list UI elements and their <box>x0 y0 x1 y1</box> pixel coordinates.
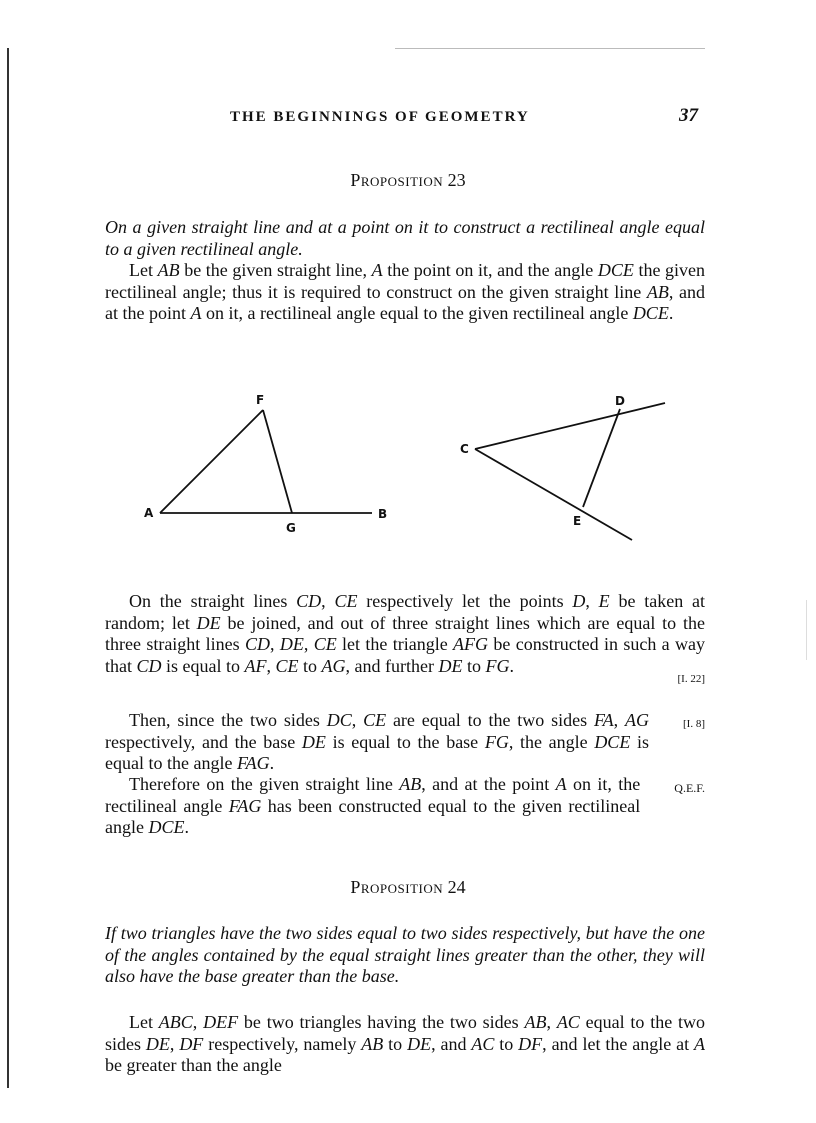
point-label: DCE <box>597 260 634 280</box>
label-a: A <box>144 506 154 520</box>
label-f: F <box>256 393 265 407</box>
point-label: FAG <box>236 753 270 773</box>
point-label: A <box>190 303 202 323</box>
point-label: AB <box>524 1012 547 1032</box>
point-label: DCE <box>148 817 185 837</box>
heading-number: 24 <box>447 877 466 897</box>
heading-number: 23 <box>447 170 466 190</box>
point-label: AC <box>471 1033 495 1054</box>
point-label: DE <box>301 731 326 752</box>
proof-text: Then, since the two sides DC, CE are equal to the two sides FA, AG respectively, and the base DE is equal to the base FG, the angle DCE is equal to the angle FAG. <box>105 710 650 773</box>
point-label: CD <box>296 591 322 611</box>
point-label: AB <box>361 1033 384 1054</box>
figure-svg <box>120 380 680 550</box>
proposition-23-conclusion <box>105 774 705 839</box>
line-AF <box>160 410 263 513</box>
point-label: E <box>598 591 610 611</box>
point-label: DEF <box>203 1012 239 1032</box>
label-c: C <box>460 442 469 456</box>
point-label: AB <box>646 281 669 302</box>
line-DE <box>583 409 620 507</box>
point-label: A <box>555 774 567 794</box>
label-d: D <box>615 394 625 408</box>
label-g: G <box>286 521 296 535</box>
qef-mark: Q.E.F. <box>674 781 705 795</box>
point-label: FG <box>485 655 510 676</box>
point-label: ABC <box>158 1012 193 1032</box>
point-label: DE <box>279 634 304 654</box>
proposition-24-setup: Let ABC, DEF be two triangles having the two sides AB, AC equal to the two sides DE, DF respectively, namely AB to DE, and AC to DF, and let the angle at A be greater than the angle <box>105 1012 706 1075</box>
point-label: CE <box>313 634 337 654</box>
point-label: A <box>371 260 383 280</box>
point-label: AB <box>399 774 422 794</box>
point-label: DE <box>407 1033 432 1054</box>
point-label: D <box>572 591 586 611</box>
label-e: E <box>573 514 582 528</box>
page-number: 37 <box>679 105 698 126</box>
proposition-23-enunciation: On a given straight line and at a point on it to construct a rectilineal angle equal to a given rectilineal angle. <box>105 217 705 259</box>
construction-text: On the straight lines CD, CE respectively let the points D, E be taken at random; let DE be joined, and out of three straight lines which are equal to the three straight lines CD, DE, CE let the triangle AFG be constructed in such a way that CD is equal to AF, CE to AG, and further DE to FG. <box>105 591 706 676</box>
point-label: CD <box>244 634 270 654</box>
point-label: DE <box>438 655 463 676</box>
proposition-23-setup: Let AB be the given straight line, A the point on it, and the angle DCE the given rectilineal angle; thus it is required to construct on the given straight line AB, and at the point A on it, a rectilineal angle equal to the given rectilineal angle DCE. <box>105 260 706 323</box>
point-label: DE <box>196 612 221 633</box>
point-label: DC <box>326 710 352 730</box>
point-label: AB <box>157 260 180 280</box>
line-FG <box>263 410 292 513</box>
heading-word: Proposition <box>350 877 444 897</box>
proposition-24-heading <box>0 877 816 898</box>
binding-edge <box>7 48 9 1088</box>
reference-i-8: [I. 8] <box>683 718 705 730</box>
point-label: DCE <box>632 303 669 323</box>
point-label: FG <box>484 731 509 752</box>
point-label: FAG <box>228 795 262 816</box>
point-label: A <box>693 1033 705 1054</box>
point-label: AF <box>244 655 267 676</box>
point-label: DCE <box>594 731 631 752</box>
point-label: AFG <box>453 634 489 654</box>
proposition-23-proof <box>105 710 705 775</box>
reference-i-22: [I. 22] <box>677 673 705 685</box>
line-CD <box>475 403 665 449</box>
point-label: FA <box>593 710 614 730</box>
point-label: AG <box>625 710 650 730</box>
heading-word: Proposition <box>350 170 444 190</box>
point-label: AC <box>556 1012 580 1032</box>
proposition-23-heading <box>0 170 816 191</box>
label-b: B <box>378 507 388 521</box>
point-label: DF <box>179 1033 204 1054</box>
point-label: CE <box>334 591 358 611</box>
proposition-23-construction <box>105 591 705 685</box>
proposition-24-enunciation: If two triangles have the two sides equal to two sides respectively, but have the one of the angles contained by the equal straight lines greater than the other, they will also have the base greater than the base. <box>105 923 705 986</box>
point-label: AG <box>321 655 346 676</box>
point-label: CE <box>363 710 387 730</box>
point-label: CE <box>275 655 299 676</box>
point-label: CD <box>136 655 162 676</box>
point-label: DF <box>518 1033 543 1054</box>
point-label: DE <box>145 1033 170 1054</box>
line-CE <box>475 449 632 540</box>
figure-prop-23 <box>120 380 680 550</box>
running-head: THE BEGINNINGS OF GEOMETRY <box>230 109 530 125</box>
top-rule <box>395 48 705 49</box>
conclusion-text: Therefore on the given straight line AB, and at the point A on it, the rectilineal angle FAG has been constructed equal to the given rectilineal angle DCE. <box>105 774 641 837</box>
scan-mark <box>806 600 807 660</box>
